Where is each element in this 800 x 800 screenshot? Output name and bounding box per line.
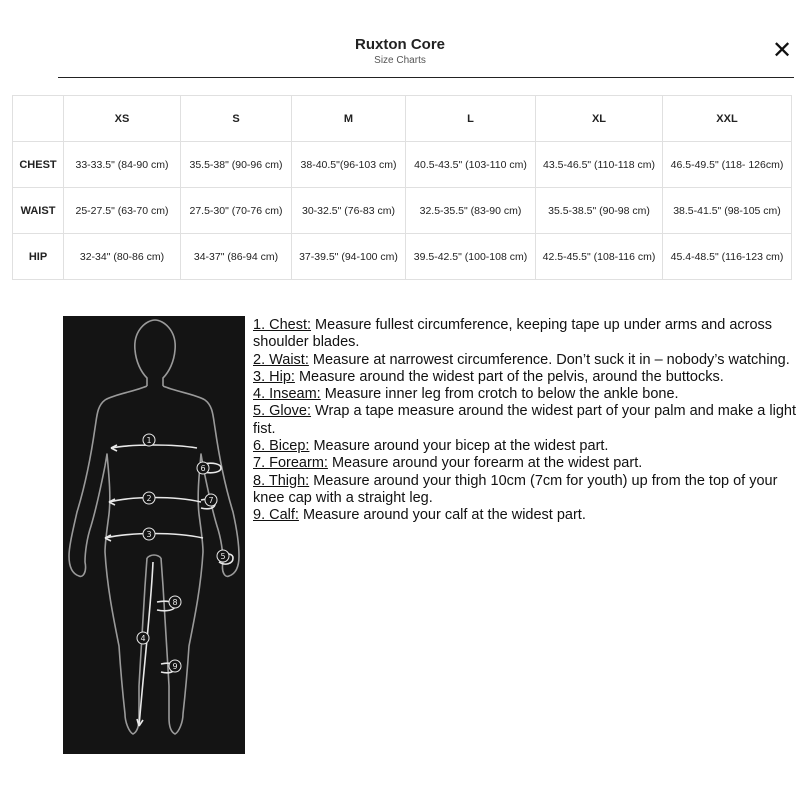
modal-subtitle: Size Charts [374,55,426,66]
svg-text:1: 1 [146,436,152,445]
svg-text:7: 7 [208,496,214,505]
svg-text:6: 6 [200,464,206,473]
svg-text:5: 5 [220,552,226,561]
body-measurement-diagram [63,316,245,754]
column-header-xxl: XXL [663,96,792,142]
instruction-text: Measure around your bicep at the widest part. [309,438,609,455]
instruction-term: 5. Glove: [253,403,312,420]
column-header-m: M [292,96,406,142]
instruction-text: Measure inner leg from crotch to below the ankle bone. [320,386,679,403]
marker-thigh [169,596,181,608]
body-outline [69,320,239,734]
instruction-text: Measure at narrowest circumference. Don’t suck it in – nobody’s watching. [308,351,790,368]
table-corner-cell [13,96,64,142]
instruction-term: 3. Hip: [253,368,295,385]
instruction-text: Measure around your thigh 10cm (7cm for youth) up from the top of your knee cap with a straight leg. [253,472,778,506]
table-cell: 32.5-35.5" (83-90 cm) [406,188,536,234]
table-cell: 42.5-45.5" (108-116 cm) [536,234,663,280]
svg-text:2: 2 [146,494,152,503]
marker-waist [143,492,155,504]
table-cell: 46.5-49.5" (118- 126cm) [663,142,792,188]
instruction-term: 8. Thigh: [253,472,310,489]
close-icon[interactable]: ✕ [771,36,793,64]
row-header: WAIST [13,188,64,234]
table-cell: 33-33.5" (84-90 cm) [64,142,181,188]
modal-header [0,36,800,66]
svg-text:3: 3 [146,530,152,539]
marker-glove [217,550,229,562]
table-cell: 38-40.5"(96-103 cm) [292,142,406,188]
table-cell: 45.4-48.5" (116-123 cm) [663,234,792,280]
marker-hip [143,528,155,540]
table-cell: 35.5-38.5" (90-98 cm) [536,188,663,234]
instruction-text: Wrap a tape measure around the widest part of your palm and make a light fist. [253,403,796,437]
instruction-calf [253,507,798,524]
instruction-hip [253,369,798,386]
product-title: Ruxton Core [355,36,445,53]
table-cell: 32-34" (80-86 cm) [64,234,181,280]
table-cell: 35.5-38" (90-96 cm) [181,142,292,188]
row-header: HIP [13,234,64,280]
column-header-xl: XL [536,96,663,142]
size-table [12,95,792,280]
instruction-term: 6. Bicep: [253,438,310,455]
marker-chest [143,434,155,446]
column-header-s: S [181,96,292,142]
marker-forearm [205,494,217,506]
marker-calf [169,660,181,672]
table-header-row [13,96,792,142]
svg-text:9: 9 [172,662,178,671]
table-row-chest [13,142,792,188]
instruction-text: Measure around your calf at the widest part. [298,507,586,524]
table-row-hip [13,234,792,280]
table-cell: 30-32.5" (76-83 cm) [292,188,406,234]
instruction-glove [253,403,798,438]
instruction-chest [253,317,798,352]
svg-text:4: 4 [140,634,146,643]
table-cell: 27.5-30" (70-76 cm) [181,188,292,234]
table-cell: 40.5-43.5" (103-110 cm) [406,142,536,188]
marker-bicep [197,462,209,474]
svg-text:8: 8 [172,598,178,607]
instruction-term: 9. Calf: [253,507,299,524]
instruction-term: 2. Waist: [253,351,309,368]
instruction-term: 4. Inseam: [253,386,321,403]
table-cell: 39.5-42.5" (100-108 cm) [406,234,536,280]
instruction-forearm [253,455,798,472]
column-header-xs: XS [64,96,181,142]
instruction-text: Measure fullest circumference, keeping tape up under arms and across shoulder blades. [253,317,773,351]
table-cell: 34-37" (86-94 cm) [181,234,292,280]
instruction-waist [253,352,798,369]
instruction-inseam [253,386,798,403]
table-row-waist [13,188,792,234]
table-cell: 38.5-41.5" (98-105 cm) [663,188,792,234]
table-cell: 25-27.5" (63-70 cm) [64,188,181,234]
table-cell: 43.5-46.5" (110-118 cm) [536,142,663,188]
column-header-l: L [406,96,536,142]
marker-inseam [137,632,149,644]
instruction-text: Measure around your forearm at the widest part. [327,455,643,472]
instruction-term: 7. Forearm: [253,455,328,472]
marker-labels [137,434,229,672]
body-figure-svg [63,316,245,754]
instruction-bicep [253,438,798,455]
table-cell: 37-39.5" (94-100 cm) [292,234,406,280]
header-divider [58,77,794,78]
row-header: CHEST [13,142,64,188]
instruction-term: 1. Chest: [253,317,312,333]
measurement-instructions [253,317,798,525]
instruction-thigh [253,473,798,508]
instruction-text: Measure around the widest part of the pelvis, around the buttocks. [294,368,724,385]
